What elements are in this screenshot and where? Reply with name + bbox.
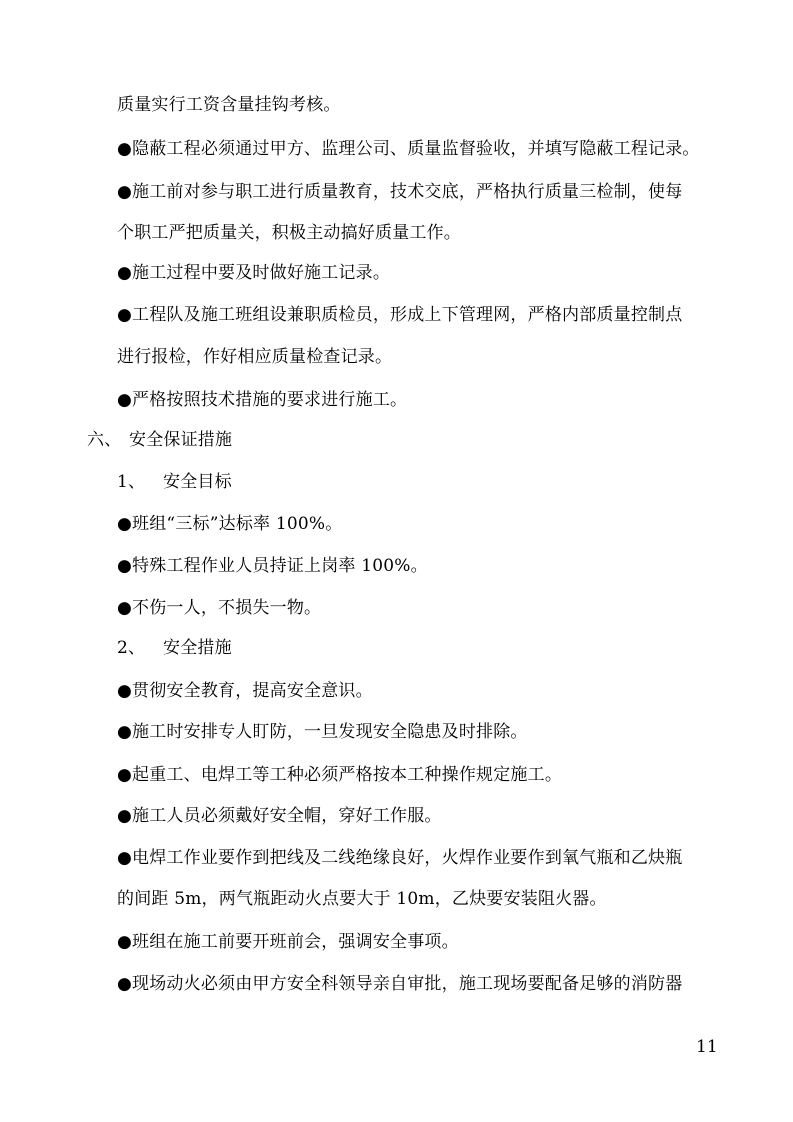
- bullet-item: ●特殊工程作业人员持证上岗率 100%。: [117, 556, 428, 576]
- bullet-item: ●施工时安排专人盯防，一旦发现安全隐患及时排除。: [117, 722, 528, 742]
- section-heading: [87, 429, 232, 451]
- bullet-item: ●班组在施工前要开班前会，强调安全事项。: [117, 932, 459, 952]
- page-number: 11: [696, 1037, 718, 1057]
- bullet-item: ●工程队及施工班组设兼职质检员，形成上下管理网，严格内部质量控制点: [117, 305, 683, 325]
- subsection-number: 1、: [117, 472, 146, 492]
- text-line: 的间距 5m，两气瓶距动火点要大于 10m，乙炔要安装阻火器。: [117, 889, 607, 909]
- section-title: 安全保证措施: [129, 430, 233, 450]
- bullet-item: ●隐蔽工程必须通过甲方、监理公司、质量监督验收，并填写隐蔽工程记录。: [117, 139, 700, 159]
- bullet-item: ●班组“三标”达标率 100%。: [117, 514, 343, 534]
- subsection-heading: [117, 637, 232, 659]
- subsection-heading: [117, 471, 232, 493]
- section-number: 六、: [87, 430, 122, 450]
- subsection-title: 安全措施: [163, 638, 232, 658]
- bullet-item: ●起重工、电焊工等工种必须严格按本工种操作规定施工。: [117, 765, 563, 785]
- text-line: 进行报检，作好相应质量检查记录。: [117, 347, 393, 367]
- bullet-item: ●施工人员必须戴好安全帽，穿好工作服。: [117, 806, 442, 826]
- text-line: 个职工严把质量关，积极主动搞好质量工作。: [117, 223, 461, 243]
- subsection-title: 安全目标: [163, 472, 232, 492]
- bullet-item: ●电焊工作业要作到把线及二线绝缘良好，火焊作业要作到氧气瓶和乙炔瓶: [117, 848, 683, 868]
- bullet-item: ●施工过程中要及时做好施工记录。: [117, 263, 391, 283]
- text-line: 质量实行工资含量挂钩考核。: [117, 95, 341, 115]
- bullet-item: ●贯彻安全教育，提高安全意识。: [117, 681, 373, 701]
- bullet-item: ●不伤一人，不损失一物。: [117, 598, 322, 618]
- subsection-number: 2、: [117, 638, 146, 658]
- bullet-item: ●施工前对参与职工进行质量教育，技术交底，严格执行质量三检制，使每: [117, 182, 683, 202]
- bullet-item: ●现场动火必须由甲方安全科领导亲自审批，施工现场要配备足够的消防器: [117, 974, 683, 994]
- bullet-item: ●严格按照技术措施的要求进行施工。: [117, 390, 408, 410]
